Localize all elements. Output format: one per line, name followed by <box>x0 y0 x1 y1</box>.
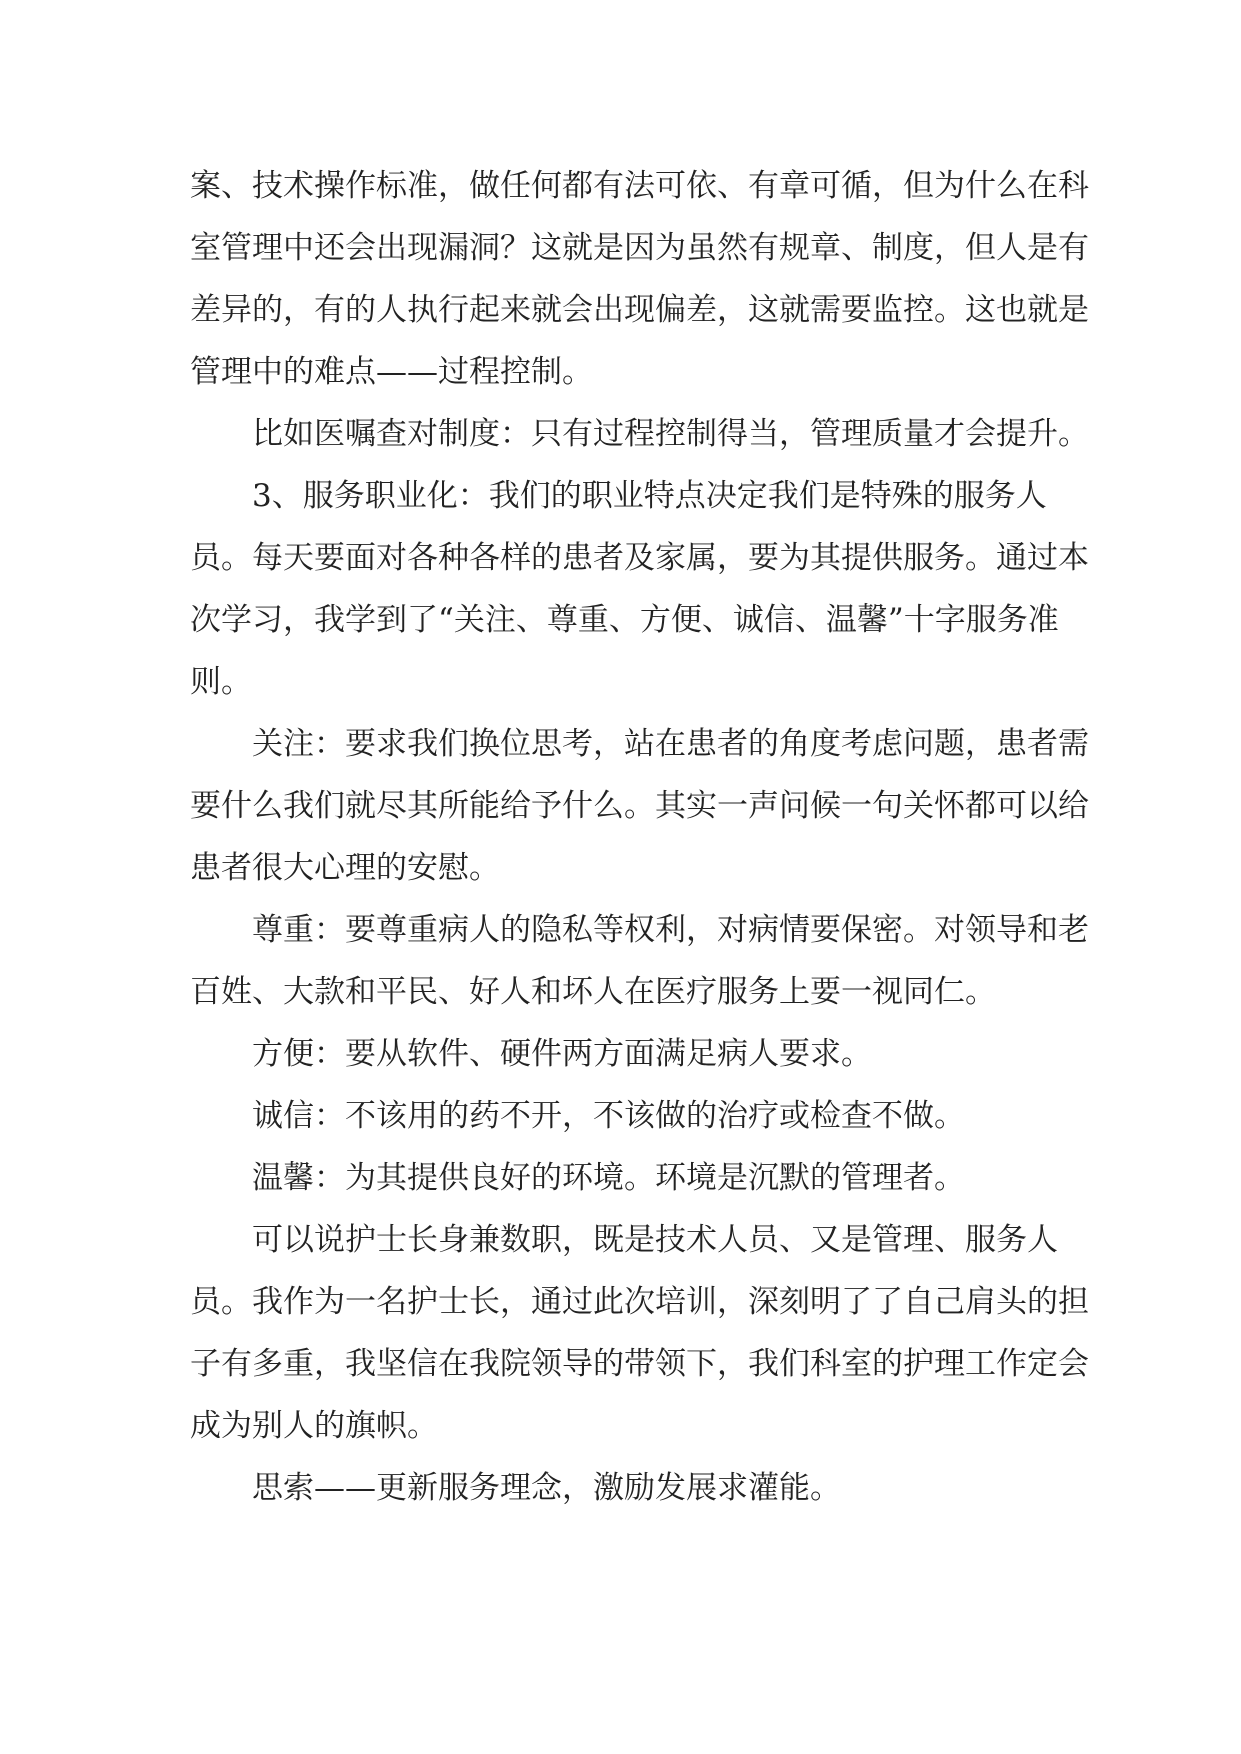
paragraph: 方便：要从软件、硬件两方面满足病人要求。 <box>252 1036 872 1072</box>
paragraph: 3、服务职业化：我们的职业特点决定我们是特殊的服务人员。每天要面对各种各样的患者及家属，要为其提供服务。通过本次学习，我学到了“关注、尊重、方便、诚信、温馨”十字服务准则。 <box>190 478 1089 700</box>
paragraph: 诚信：不该用的药不开，不该做的治疗或检查不做。 <box>252 1098 965 1134</box>
paragraph: 尊重：要尊重病人的隐私等权利，对病情要保密。对领导和老百姓、大款和平民、好人和坏人在医疗服务上要一视同仁。 <box>190 912 1089 1010</box>
paragraph: 关注：要求我们换位思考，站在患者的角度考虑问题，患者需要什么我们就尽其所能给予什么。其实一声问候一句关怀都可以给患者很大心理的安慰。 <box>190 726 1089 886</box>
paragraph: 温馨：为其提供良好的环境。环境是沉默的管理者。 <box>252 1160 965 1196</box>
paragraph: 可以说护士长身兼数职，既是技术人员、又是管理、服务人员。我作为一名护士长，通过此次培训，深刻明了了自己肩头的担子有多重，我坚信在我院领导的带领下，我们科室的护理工作定会成为别人的旗帜。 <box>190 1222 1089 1444</box>
document-body <box>190 155 1090 1519</box>
paragraph: 思索——更新服务理念，激励发展求灌能。 <box>252 1470 841 1506</box>
paragraph: 比如医嘱查对制度：只有过程控制得当，管理质量才会提升。 <box>252 416 1089 452</box>
paragraph-continued: 案、技术操作标准，做任何都有法可依、有章可循，但为什么在科室管理中还会出现漏洞？这就是因为虽然有规章、制度，但人是有差异的，有的人执行起来就会出现偏差，这就需要监控。这也就是管理中的难点——过程控制。 <box>190 168 1089 390</box>
